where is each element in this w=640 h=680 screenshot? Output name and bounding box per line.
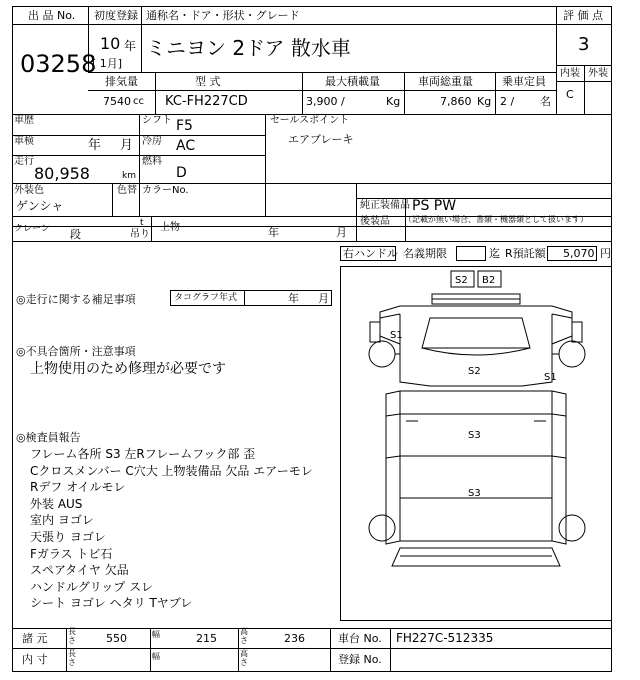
mark-s3-upper: S3 [468,430,481,441]
registration-month: [ 1月] [92,57,123,70]
ac-label: 冷房 [142,136,162,147]
gross-weight: 7,860 [440,95,472,108]
gross-weight-unit: Kg [477,95,492,108]
exterior-label: 外装 [588,68,608,79]
displacement: 7540 [103,95,131,108]
dims-label: 諸 元 [22,632,48,645]
fuel-label: 燃料 [142,156,162,167]
interior-score: C [566,88,574,101]
interior-length-label: 長さ [68,649,76,667]
truck-diagram [340,266,612,621]
ac: AC [176,138,196,154]
defect-text: 上物使用のため修理が必要です [30,361,226,377]
inspector-label: ◎検査員報告 [16,431,81,444]
model-type: KC-FH227CD [165,94,248,109]
capacity: 2 / [500,95,515,108]
inspector-line: スペアタイヤ 欠品 [30,563,129,578]
interior-height-label: 高さ [240,649,248,667]
chassis-label: 車台 No. [338,632,382,645]
type-label: 型 式 [195,75,221,88]
inspection-year-unit: 年 [88,138,102,153]
length-label: 長さ [68,627,76,645]
gross-weight-label: 車両総重量 [418,75,473,88]
sales-point: エアブレーキ [288,133,354,146]
chassis-no: FH227C-512335 [396,631,494,645]
sales-point-label: セールスポイント [270,115,350,126]
inspector-line: ハンドルグリップ スレ [30,579,154,594]
length: 550 [106,632,127,645]
interior-width-label: 幅 [152,652,160,661]
inspector-line: 天張り ヨゴレ [30,529,106,544]
mark-s2: S2 [468,366,481,377]
height: 236 [284,632,305,645]
score: 3 [578,34,590,55]
tacho-year: 年 [288,292,299,305]
registration-no-label: 登録 No. [338,653,382,666]
model-label: 通称名・ドア・形状・グレード [146,9,300,22]
inspector-line: Fガラス トビ石 [30,546,113,561]
lot-no-label: 出 品 No. [28,9,76,22]
inspector-line: Cクロスメンバー C穴大 上物装備品 欠品 エアーモレ [30,463,313,478]
displacement-unit: cc [133,96,144,107]
score-label: 評 価 点 [563,9,603,22]
crane-lift: 吊り [130,229,150,240]
mark-s3-lower: S3 [468,488,481,499]
mileage-unit: km [122,171,136,181]
lot-no: 03258 [20,50,97,78]
mark-s1-left: S1 [390,330,403,341]
inspector-line: フレーム各所 S3 左Rフレームフック部 歪 [30,447,256,461]
inspector-line: シート ヨゴレ ヘタリ Tヤブレ [30,596,193,611]
history-label: 車歴 [14,115,34,126]
aftermarket-label: 後装品 [360,216,390,227]
registration-label: 初度登録 [94,9,138,22]
max-load-label: 最大積載量 [325,75,380,88]
right-hand: 右ハンドル [343,247,398,260]
width-label: 幅 [152,630,160,639]
aftermarket-note: （記載が無い場合、書類・機器類として扱います） [404,215,588,224]
inspector-line: 室内 ヨゴレ [30,513,94,528]
color-change-label: 色替 [117,185,137,196]
defect-label: ◎不具合箇所・注意事項 [16,345,136,358]
name-change-box [456,246,486,261]
crane-stage: 段 [70,228,81,241]
tacho-label: タコグラフ年式 [174,293,238,303]
tag-b2: B2 [482,275,496,286]
shift-label: シフト [142,115,172,126]
inspector-line: 外装 AUS [30,496,83,511]
crane-label: クレーン [14,224,50,234]
registration-year-unit: 年 [124,39,137,53]
driving-notes-label: ◎走行に関する補足事項 [16,293,136,306]
ext-color-label: 外装色 [14,185,44,196]
inspector-line: Rデフ オイルモレ [30,480,126,495]
ext-color: ゲンシャ [16,199,64,213]
max-load-unit: Kg [386,95,401,108]
tag-s2: S2 [455,275,468,286]
inspection-label: 車検 [14,136,34,147]
registration-year: 10 [100,34,121,53]
color-code-label: カラーNo. [142,185,189,196]
capacity-unit: 名 [540,95,551,108]
upper-equip-label: 上物 [160,222,180,233]
crane-ton-label: t [140,218,144,228]
interior-dims-label: 内 寸 [22,653,48,666]
width: 215 [196,632,217,645]
upper-year: 年 [268,226,279,239]
std-equip: PS PW [412,198,457,214]
recycle-deposit: 5,070 [563,247,595,260]
max-load: 3,900 / [306,95,345,108]
interior-label: 内装 [560,68,580,79]
shift: F5 [176,118,193,134]
upper-month: 月 [336,226,347,239]
mark-s1-right: S1 [544,372,557,383]
capacity-label: 乗車定員 [502,75,546,88]
mileage: 80,958 [34,164,90,183]
std-equip-label: 純正装備品 [360,200,410,211]
height-label: 高さ [240,627,248,645]
recycle-deposit-label: R預託額 [505,247,546,260]
inspector-report [30,446,340,612]
tacho-month: 月 [318,292,329,305]
name-change-label: 名義期限 [403,247,447,260]
inspection-month-unit: 月 [120,138,134,153]
displacement-label: 排気量 [105,75,138,88]
model-name: ミニヨン 2ドア 散水車 [146,36,351,60]
proxy-label: 迄 [489,247,500,260]
mileage-label: 走行 [14,156,34,167]
recycle-deposit-unit: 円 [600,247,611,260]
fuel: D [176,165,187,181]
